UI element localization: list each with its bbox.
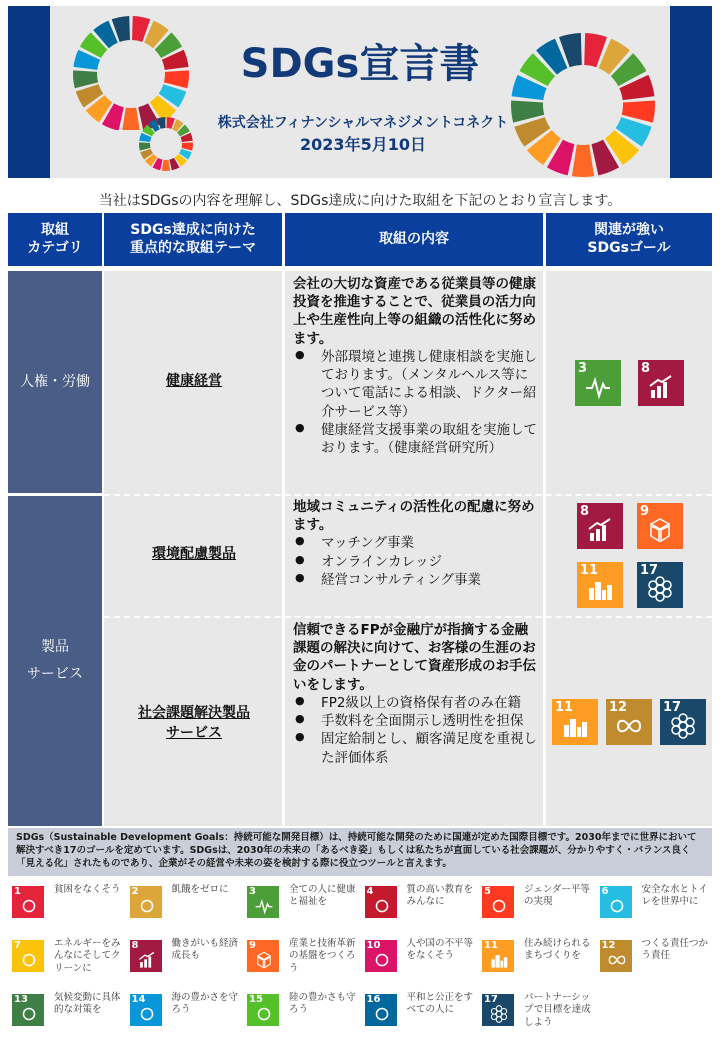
sdg-goal-label: 安全な水とトイレを世界中に [641, 884, 708, 908]
sdg-goal-icon: 3 [575, 360, 621, 406]
header-content: 取組の内容 [285, 213, 543, 266]
header-category: 取組 カテゴリ [8, 213, 102, 266]
theme-eco-products: 環境配慮製品 [152, 546, 236, 562]
sdg-goal-label: つくる責任つかう責任 [641, 938, 709, 962]
row-divider [104, 616, 712, 618]
content-row-3 [293, 621, 538, 767]
content-lead: 信頼できるFPが金融庁が指摘する金融課題の解決に向けて、お客様の生涯のお金のパートナーとして資産形成のお手伝いをします。 [293, 622, 536, 693]
sdg-goal-15-icon: 15 [247, 994, 279, 1026]
sdg-goal-label: 全ての人に健康と福祉を [289, 884, 356, 908]
sdg-goal-legend-item [8, 988, 126, 1032]
sdg-goal-11-icon: 11 [482, 940, 514, 972]
sdg-goal-label: 貧困をなくそう [54, 884, 121, 895]
page-title: SDGs宣言書 [240, 41, 480, 87]
sdg-goal-legend-item [478, 880, 596, 924]
sdg-goal-label: 飢餓をゼロに [171, 884, 229, 895]
sdg-goal-label: 陸の豊かさも守ろう [289, 992, 356, 1016]
sdg-goal-icon: 9 [637, 503, 683, 549]
row-divider [104, 494, 712, 496]
sdg-goal-16-icon: 16 [365, 994, 397, 1026]
category-human-rights: 人権・労働 [8, 271, 102, 493]
declaration-date: 2023年5月10日 [300, 135, 426, 154]
category-products: 製品 サービス [8, 496, 102, 826]
sdg-goal-legend-item [361, 988, 479, 1032]
sdg-goal-17-icon: 17 [482, 994, 514, 1026]
sdg-goal-label: 働きがいも経済成長も [171, 938, 239, 962]
sdg-goal-legend-item [8, 934, 126, 978]
goal-glyph-icon [587, 517, 613, 543]
wheel-segment [162, 160, 170, 171]
sdg-goal-4-icon: 4 [365, 886, 397, 918]
wheel-segment [139, 142, 150, 150]
sdg-goal-label: 海の豊かさを守ろう [171, 992, 239, 1016]
content-lead: 会社の大切な資産である従業員等の健康投資を推進することで、従業員の活力向上や生産性向上等の組織の活性化に努めます。 [293, 276, 536, 347]
sdg-goal-icon: 17 [637, 562, 683, 608]
sdg-goal-label: 住み続けられるまちづくりを [524, 938, 591, 962]
sdg-goal-label: 質の高い教育をみんなに [406, 884, 474, 908]
sdg-goal-legend-item [126, 934, 244, 978]
sdg-goal-legend-item [243, 988, 361, 1032]
sdg-goal-label: 人や国の不平等をなくそう [406, 938, 474, 962]
goal-glyph-icon [616, 713, 642, 739]
sdg-goal-13-icon: 13 [12, 994, 44, 1026]
header-banner [8, 6, 712, 178]
sdg-goal-icon: 17 [660, 699, 706, 745]
list-item: ● 手数料を全面開示し透明性を担保 [293, 712, 538, 730]
goal-glyph-icon [647, 517, 673, 543]
sdg-goal-12-icon: 12 [600, 940, 632, 972]
goal-glyph-icon [587, 576, 613, 602]
sdg-goal-6-icon: 6 [600, 886, 632, 918]
list-item: ● 健康経営支援事業の取組を実施しております。（健康経営研究所） [293, 421, 538, 457]
sdg-goal-label: ジェンダー平等の実現 [524, 884, 590, 908]
sdg-goal-legend-item [596, 880, 714, 924]
sdg-goal-label: 気候変動に具体的な対策を [54, 992, 121, 1016]
sdg-goals-legend [8, 876, 712, 1036]
goal-glyph-icon [562, 713, 588, 739]
sdg-goal-icon: 12 [606, 699, 652, 745]
sdg-goal-7-icon: 7 [12, 940, 44, 972]
sdg-goal-1-icon: 1 [12, 886, 44, 918]
sdg-goal-legend-item [478, 988, 596, 1032]
sdg-goal-label: パートナーシップで目標を達成しよう [524, 992, 591, 1028]
wheel-segment [182, 142, 193, 150]
theme-social-products: 社会課題解決製品 サービス [138, 705, 250, 741]
sdgs-explanation-note: SDGs（Sustainable Development Goals：持続可能な開発目標）は、持続可能な開発のために国連が定めた国際目標です。2030年までに世界において解決すべき17のゴールを定めています。SDGsは、2030年の未来の「あるべき姿」もしくは私たちが直面している社会課題が、分かりやすく・バランス良く「見える化」されたものであり、企業がその経営や未来の姿を検討する際に役立つツールと言えます。 [8, 828, 712, 876]
sdg-goal-10-icon: 10 [365, 940, 397, 972]
list-item: ● 固定給制とし、顧客満足度を重視した評価体系 [293, 730, 538, 766]
content-row-2 [293, 498, 538, 589]
list-item: ● マッチング事業 [293, 534, 538, 552]
sdg-goal-8-icon: 8 [130, 940, 162, 972]
sdg-goal-2-icon: 2 [130, 886, 162, 918]
sdg-goal-legend-item [126, 880, 244, 924]
goal-glyph-icon [648, 374, 674, 400]
list-item: ● 外部環境と連携し健康相談を実施しております。（メンタルヘルス等について電話による相談、ドクター紹介サービス等） [293, 348, 538, 421]
sdg-goal-legend-item [478, 934, 596, 978]
list-item: ● 経営コンサルティング事業 [293, 571, 538, 589]
sdg-goal-legend-item [361, 880, 479, 924]
theme-health-management: 健康経営 [166, 373, 222, 389]
wheel-segment [572, 145, 594, 177]
sdg-goal-icon: 11 [552, 699, 598, 745]
sdg-goal-5-icon: 5 [482, 886, 514, 918]
sdg-goal-legend-item [243, 934, 361, 978]
sdg-goal-3-icon: 3 [247, 886, 279, 918]
sdg-goal-legend-item [596, 934, 714, 978]
sdg-goal-legend-item [126, 988, 244, 1032]
sdg-goal-9-icon: 9 [247, 940, 279, 972]
list-item: ● FP2級以上の資格保有者のみ在籍 [293, 694, 538, 712]
sdg-goal-label: 平和と公正をすべての人に [406, 992, 474, 1016]
sdg-goal-legend-item [243, 880, 361, 924]
company-name: 株式会社フィナンシャルマネジメントコネクト [217, 115, 509, 131]
sdg-wheel-small-icon [136, 114, 196, 174]
content-row-1 [293, 275, 538, 457]
sdg-goal-14-icon: 14 [130, 994, 162, 1026]
sdg-goal-legend-item [8, 880, 126, 924]
header-theme: SDGs達成に向けた 重点的な取組テーマ [104, 213, 282, 266]
goal-glyph-icon [670, 713, 696, 739]
sdg-goal-icon: 11 [577, 562, 623, 608]
sdg-goal-label: エネルギーをみんなにそしてクリーンに [54, 938, 121, 974]
sdg-goal-legend-item [361, 934, 479, 978]
sdg-goal-icon: 8 [577, 503, 623, 549]
goal-glyph-icon [585, 374, 611, 400]
intro-text: 当社はSDGsの内容を理解し、SDGs達成に向けた取組を下記のとおり宣言します。 [98, 193, 622, 209]
sdg-goal-label: 産業と技術革新の基盤をつくろう [289, 938, 356, 974]
sdg-goal-icon: 8 [638, 360, 684, 406]
content-lead: 地域コミュニティの活性化の配慮に努めます。 [293, 499, 535, 534]
header-goals: 関連が強い SDGsゴール [546, 213, 712, 266]
goal-glyph-icon [647, 576, 673, 602]
list-item: ● オンラインカレッジ [293, 553, 538, 571]
